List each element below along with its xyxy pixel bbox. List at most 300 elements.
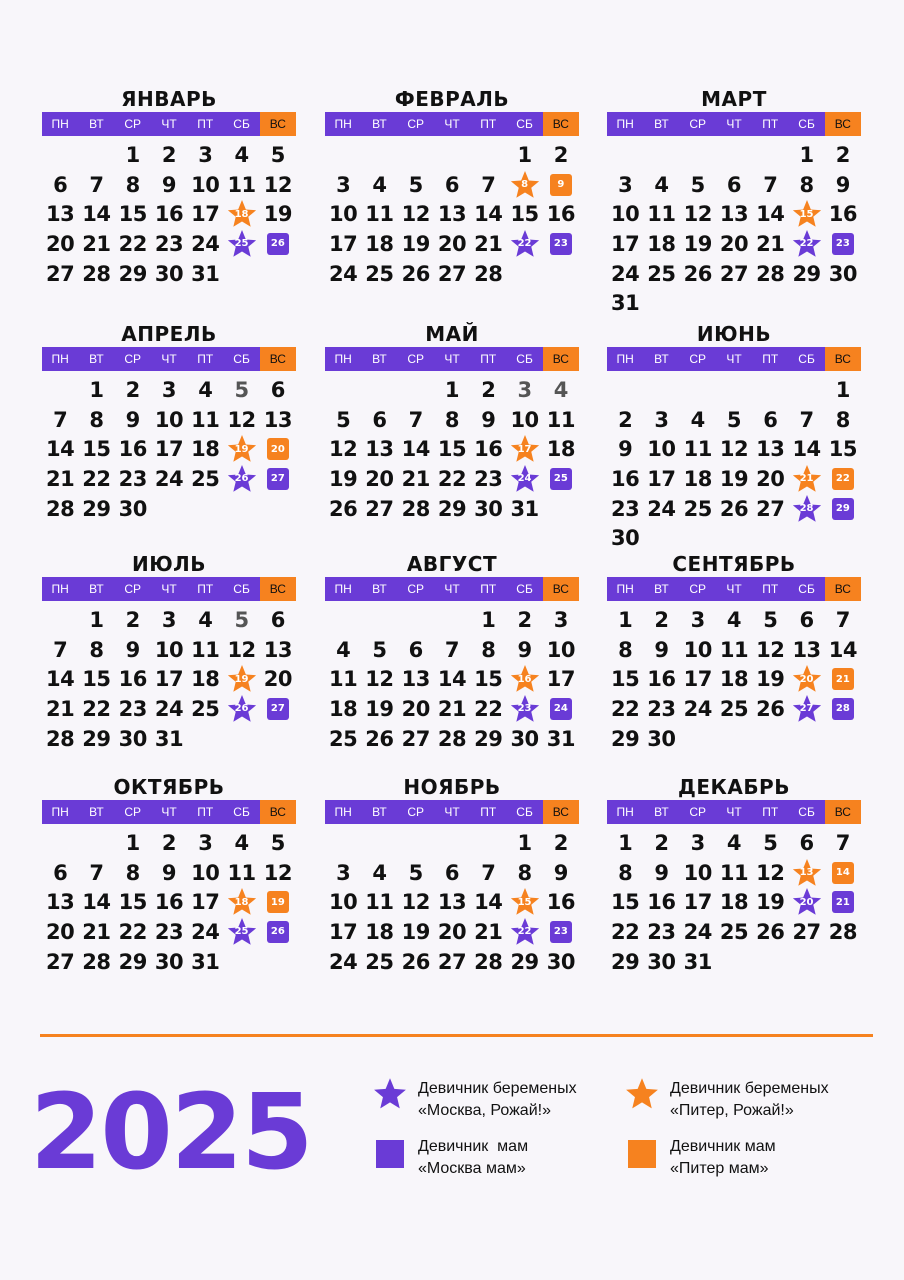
weekday-label: ВС — [543, 800, 579, 824]
day-number: 1 — [481, 607, 496, 632]
event-day — [825, 464, 861, 494]
day-number: 27 — [365, 496, 394, 521]
day-number: 22 — [118, 919, 147, 944]
weekday-label: ВС — [825, 800, 861, 824]
day-number: 16 — [647, 667, 676, 692]
weekday-label: ПН — [334, 352, 352, 366]
month-title: ЯНВАРЬ — [121, 87, 217, 111]
event-day — [506, 917, 542, 947]
day-number: 28 — [401, 496, 430, 521]
event-day — [543, 917, 579, 947]
day-number: 26 — [719, 496, 749, 521]
day-number: 25 — [553, 473, 568, 485]
day-number: 28 — [46, 496, 75, 521]
day-number: 3 — [198, 142, 213, 167]
day-number: 16 — [154, 890, 184, 915]
day-number: 7 — [799, 407, 814, 432]
day-number: 27 — [799, 703, 814, 715]
day-number: 18 — [329, 696, 358, 721]
day-number: 12 — [365, 667, 394, 692]
event-day — [223, 229, 259, 259]
day-number: 3 — [618, 172, 633, 197]
days-grid — [607, 605, 861, 753]
day-number: 19 — [329, 466, 358, 491]
weekday-header — [325, 347, 579, 371]
weekday-label: ВТ — [89, 117, 104, 131]
weekday-label: СБ — [516, 352, 533, 366]
day-number: 19 — [683, 231, 712, 256]
day-number: 3 — [336, 860, 351, 885]
day-number: 30 — [510, 726, 539, 751]
day-number: 30 — [154, 261, 184, 286]
day-number: 23 — [517, 703, 532, 715]
weekday-label: СР — [689, 117, 707, 131]
day-number: 1 — [835, 377, 850, 402]
day-number: 12 — [263, 860, 292, 885]
day-number: 25 — [234, 926, 249, 938]
day-number: 8 — [481, 637, 496, 662]
day-number: 22 — [474, 696, 503, 721]
day-number: 18 — [234, 208, 249, 220]
day-number: 16 — [647, 890, 676, 915]
day-number: 16 — [154, 202, 184, 227]
day-number: 26 — [401, 949, 430, 974]
day-number: 6 — [270, 377, 285, 402]
month-block — [42, 321, 296, 523]
event-day — [788, 464, 824, 494]
day-number: 25 — [191, 466, 220, 491]
day-number: 13 — [799, 867, 814, 879]
day-number: 6 — [763, 407, 778, 432]
weekday-label: СР — [407, 805, 425, 819]
weekday-label: СБ — [798, 117, 815, 131]
day-number: 12 — [719, 437, 749, 462]
month-title: ДЕКАБРЬ — [678, 775, 790, 799]
day-number: 27 — [437, 949, 467, 974]
legend-purple-square-line2: «Москва мам» — [418, 1160, 526, 1177]
day-number: 7 — [835, 607, 850, 632]
day-number: 13 — [792, 637, 821, 662]
day-number: 10 — [611, 202, 640, 227]
day-number: 31 — [683, 949, 712, 974]
day-number: 8 — [89, 407, 104, 432]
weekday-label: ВС — [825, 112, 861, 136]
weekday-label: ПТ — [197, 582, 214, 596]
day-number: 5 — [408, 172, 423, 197]
event-day — [506, 464, 542, 494]
day-number: 2 — [553, 142, 568, 167]
weekday-label: ПН — [616, 117, 634, 131]
day-number: 4 — [372, 860, 387, 885]
day-number: 1 — [125, 830, 140, 855]
day-number: 7 — [408, 407, 423, 432]
empty-cell — [752, 375, 788, 405]
day-number: 21 — [835, 673, 850, 685]
day-number: 2 — [654, 607, 669, 632]
day-number: 19 — [234, 443, 249, 455]
month-title: ИЮЛЬ — [131, 552, 207, 576]
weekday-header — [607, 577, 861, 601]
day-number: 28 — [474, 261, 503, 286]
day-number: 14 — [474, 890, 503, 915]
day-number: 23 — [154, 231, 184, 256]
day-number: 17 — [611, 231, 640, 256]
day-number: 11 — [365, 890, 394, 915]
day-number: 10 — [154, 637, 184, 662]
day-number: 23 — [154, 919, 184, 944]
day-number: 19 — [401, 231, 430, 256]
month-title: ОКТЯБРЬ — [113, 775, 225, 799]
day-number: 23 — [835, 238, 850, 250]
day-number: 24 — [683, 919, 712, 944]
day-number: 21 — [474, 919, 503, 944]
weekday-label: ПТ — [762, 352, 779, 366]
day-number: 2 — [125, 607, 140, 632]
day-number: 5 — [726, 407, 742, 432]
day-number: 14 — [835, 867, 850, 879]
days-grid — [325, 605, 579, 753]
event-day — [506, 434, 542, 464]
weekday-label: СР — [124, 117, 142, 131]
day-number: 17 — [546, 667, 575, 692]
day-number: 11 — [329, 667, 358, 692]
event-day — [260, 887, 296, 917]
day-number: 7 — [53, 407, 68, 432]
event-day — [223, 694, 259, 724]
event-day — [260, 229, 296, 259]
day-number: 24 — [154, 696, 184, 721]
weekday-label: СР — [407, 352, 425, 366]
day-number: 16 — [546, 202, 575, 227]
day-number: 7 — [763, 172, 778, 197]
weekday-label: СБ — [516, 582, 533, 596]
day-number: 29 — [82, 496, 111, 521]
event-day — [506, 664, 542, 694]
day-number: 11 — [191, 407, 220, 432]
day-number: 9 — [125, 637, 140, 662]
weekday-label: СБ — [516, 805, 533, 819]
weekday-label: СР — [407, 582, 425, 596]
day-number: 8 — [521, 179, 529, 191]
weekday-header — [42, 577, 296, 601]
day-number: 16 — [828, 202, 857, 227]
day-number: 2 — [481, 377, 496, 402]
day-number: 4 — [654, 172, 669, 197]
day-number: 31 — [191, 261, 220, 286]
event-day — [543, 229, 579, 259]
day-number: 20 — [799, 896, 814, 908]
day-number: 4 — [726, 607, 742, 632]
day-number: 8 — [517, 860, 532, 885]
day-number: 21 — [799, 473, 814, 485]
day-number: 9 — [835, 172, 850, 197]
day-number: 3 — [517, 377, 532, 402]
empty-cell — [42, 605, 78, 635]
weekday-label: ЧТ — [444, 582, 460, 596]
event-day — [788, 229, 824, 259]
weekday-label: ЧТ — [726, 117, 742, 131]
weekday-label: ПТ — [197, 117, 214, 131]
days-grid — [325, 140, 579, 288]
day-number: 11 — [365, 202, 394, 227]
day-number: 4 — [726, 830, 742, 855]
weekday-label: ЧТ — [726, 352, 742, 366]
day-number: 19 — [756, 667, 785, 692]
day-number: 30 — [118, 496, 147, 521]
day-number: 5 — [372, 637, 387, 662]
day-number: 28 — [474, 949, 503, 974]
weekday-label: ВТ — [89, 805, 104, 819]
weekday-label: ПТ — [480, 117, 497, 131]
day-number: 26 — [401, 261, 430, 286]
empty-cell — [325, 375, 361, 405]
weekday-label: СР — [689, 582, 707, 596]
day-number: 8 — [444, 407, 460, 432]
day-number: 22 — [835, 473, 850, 485]
event-day — [506, 694, 542, 724]
day-number: 26 — [756, 696, 785, 721]
day-number: 30 — [118, 726, 147, 751]
day-number: 20 — [270, 443, 285, 455]
day-number: 20 — [46, 919, 75, 944]
event-day — [788, 494, 824, 524]
day-number: 20 — [719, 231, 749, 256]
weekday-label: ПН — [334, 805, 352, 819]
day-number: 29 — [611, 726, 640, 751]
day-number: 11 — [719, 860, 749, 885]
day-number: 30 — [546, 949, 575, 974]
day-number: 26 — [234, 703, 249, 715]
event-day — [543, 464, 579, 494]
legend-purple-star — [372, 1078, 577, 1122]
day-number: 23 — [474, 466, 503, 491]
day-number: 22 — [611, 919, 640, 944]
day-number: 14 — [46, 437, 75, 462]
month-title: МАЙ — [425, 322, 479, 346]
day-number: 13 — [365, 437, 394, 462]
day-number: 11 — [719, 637, 749, 662]
day-number: 15 — [799, 208, 814, 220]
day-number: 18 — [546, 437, 575, 462]
day-number: 29 — [118, 261, 147, 286]
weekday-label: ВС — [543, 112, 579, 136]
day-number: 12 — [263, 172, 292, 197]
day-number: 27 — [270, 703, 285, 715]
day-number: 15 — [82, 667, 111, 692]
weekday-label: ПН — [334, 117, 352, 131]
day-number: 13 — [437, 890, 467, 915]
day-number: 6 — [408, 637, 423, 662]
day-number: 23 — [611, 496, 640, 521]
empty-cell — [398, 375, 434, 405]
empty-cell — [325, 828, 361, 858]
day-number: 20 — [46, 231, 75, 256]
day-number: 17 — [191, 890, 220, 915]
weekday-header — [607, 347, 861, 371]
weekday-header — [325, 577, 579, 601]
empty-cell — [434, 828, 470, 858]
day-number: 26 — [756, 919, 785, 944]
day-number: 21 — [46, 466, 75, 491]
empty-cell — [470, 828, 506, 858]
weekday-label: ВТ — [372, 352, 387, 366]
event-day — [543, 170, 579, 200]
weekday-header — [42, 800, 296, 824]
event-day — [506, 170, 542, 200]
day-number: 5 — [690, 172, 705, 197]
weekday-label: СБ — [233, 582, 250, 596]
event-day — [223, 434, 259, 464]
day-number: 12 — [401, 202, 430, 227]
day-number: 10 — [683, 860, 712, 885]
weekday-label: ЧТ — [161, 582, 177, 596]
day-number: 7 — [481, 860, 496, 885]
month-title: МАРТ — [701, 87, 767, 111]
day-number: 30 — [611, 526, 640, 551]
day-number: 18 — [647, 231, 676, 256]
day-number: 1 — [444, 377, 460, 402]
day-number: 6 — [53, 172, 68, 197]
day-number: 29 — [118, 949, 147, 974]
weekday-label: ВТ — [89, 352, 104, 366]
day-number: 23 — [647, 696, 676, 721]
weekday-label: ЧТ — [444, 117, 460, 131]
day-number: 2 — [161, 142, 177, 167]
event-day — [260, 464, 296, 494]
day-number: 7 — [89, 860, 104, 885]
month-block — [607, 321, 861, 553]
weekday-label: ВС — [825, 577, 861, 601]
days-grid — [607, 140, 861, 318]
day-number: 28 — [799, 503, 814, 515]
day-number: 8 — [618, 637, 633, 662]
empty-cell — [680, 375, 716, 405]
day-number: 12 — [401, 890, 430, 915]
day-number: 23 — [118, 466, 147, 491]
day-number: 7 — [444, 637, 460, 662]
weekday-label: ПН — [616, 352, 634, 366]
day-number: 10 — [546, 637, 575, 662]
day-number: 16 — [118, 667, 147, 692]
event-day — [260, 434, 296, 464]
day-number: 14 — [474, 202, 503, 227]
day-number: 31 — [510, 496, 539, 521]
day-number: 22 — [118, 231, 147, 256]
weekday-label: ЧТ — [161, 352, 177, 366]
day-number: 5 — [234, 377, 249, 402]
day-number: 13 — [437, 202, 467, 227]
weekday-label: ВТ — [372, 582, 387, 596]
day-number: 19 — [263, 202, 292, 227]
weekday-label: ВС — [543, 577, 579, 601]
day-number: 8 — [835, 407, 850, 432]
empty-cell — [680, 140, 716, 170]
day-number: 11 — [647, 202, 676, 227]
day-number: 13 — [719, 202, 749, 227]
empty-cell — [42, 828, 78, 858]
day-number: 10 — [683, 637, 712, 662]
day-number: 9 — [161, 860, 177, 885]
days-grid — [325, 375, 579, 523]
day-number: 18 — [365, 231, 394, 256]
day-number: 17 — [647, 466, 676, 491]
day-number: 25 — [234, 238, 249, 250]
day-number: 3 — [161, 377, 177, 402]
empty-cell — [716, 375, 752, 405]
event-day — [788, 887, 824, 917]
day-number: 7 — [53, 637, 68, 662]
day-number: 17 — [517, 443, 532, 455]
weekday-header — [42, 347, 296, 371]
weekday-label: СР — [124, 352, 142, 366]
day-number: 30 — [828, 261, 857, 286]
day-number: 15 — [611, 890, 640, 915]
day-number: 21 — [82, 231, 111, 256]
weekday-header — [607, 800, 861, 824]
day-number: 26 — [270, 238, 285, 250]
empty-cell — [398, 140, 434, 170]
weekday-label: ПТ — [762, 805, 779, 819]
day-number: 27 — [756, 496, 785, 521]
day-number: 14 — [828, 637, 857, 662]
event-day — [825, 664, 861, 694]
day-number: 3 — [690, 830, 705, 855]
day-number: 9 — [553, 860, 568, 885]
month-block — [607, 86, 861, 318]
weekday-label: ПТ — [480, 352, 497, 366]
divider-line — [40, 1034, 873, 1037]
day-number: 26 — [329, 496, 358, 521]
empty-cell — [752, 140, 788, 170]
day-number: 5 — [763, 607, 778, 632]
weekday-label: СР — [124, 805, 142, 819]
day-number: 25 — [647, 261, 676, 286]
day-number: 17 — [683, 667, 712, 692]
day-number: 10 — [329, 890, 358, 915]
day-number: 21 — [835, 896, 850, 908]
day-number: 17 — [191, 202, 220, 227]
day-number: 19 — [365, 696, 394, 721]
month-block — [42, 86, 296, 288]
month-title: ФЕВРАЛЬ — [394, 87, 510, 111]
day-number: 28 — [82, 949, 111, 974]
day-number: 19 — [401, 919, 430, 944]
event-day — [223, 464, 259, 494]
empty-cell — [78, 140, 114, 170]
orange-star-icon — [624, 1076, 660, 1112]
day-number: 10 — [154, 407, 184, 432]
day-number: 3 — [161, 607, 177, 632]
day-number: 24 — [517, 473, 532, 485]
empty-cell — [643, 375, 679, 405]
day-number: 30 — [647, 726, 676, 751]
day-number: 17 — [683, 890, 712, 915]
day-number: 28 — [756, 261, 785, 286]
day-number: 14 — [46, 667, 75, 692]
weekday-header — [325, 112, 579, 136]
event-day — [825, 694, 861, 724]
day-number: 3 — [553, 607, 568, 632]
day-number: 23 — [118, 696, 147, 721]
month-title: НОЯБРЬ — [403, 775, 501, 799]
day-number: 26 — [365, 726, 394, 751]
day-number: 4 — [690, 407, 705, 432]
day-number: 14 — [756, 202, 785, 227]
day-number: 31 — [546, 726, 575, 751]
day-number: 27 — [46, 261, 75, 286]
day-number: 9 — [618, 437, 633, 462]
day-number: 25 — [719, 919, 749, 944]
